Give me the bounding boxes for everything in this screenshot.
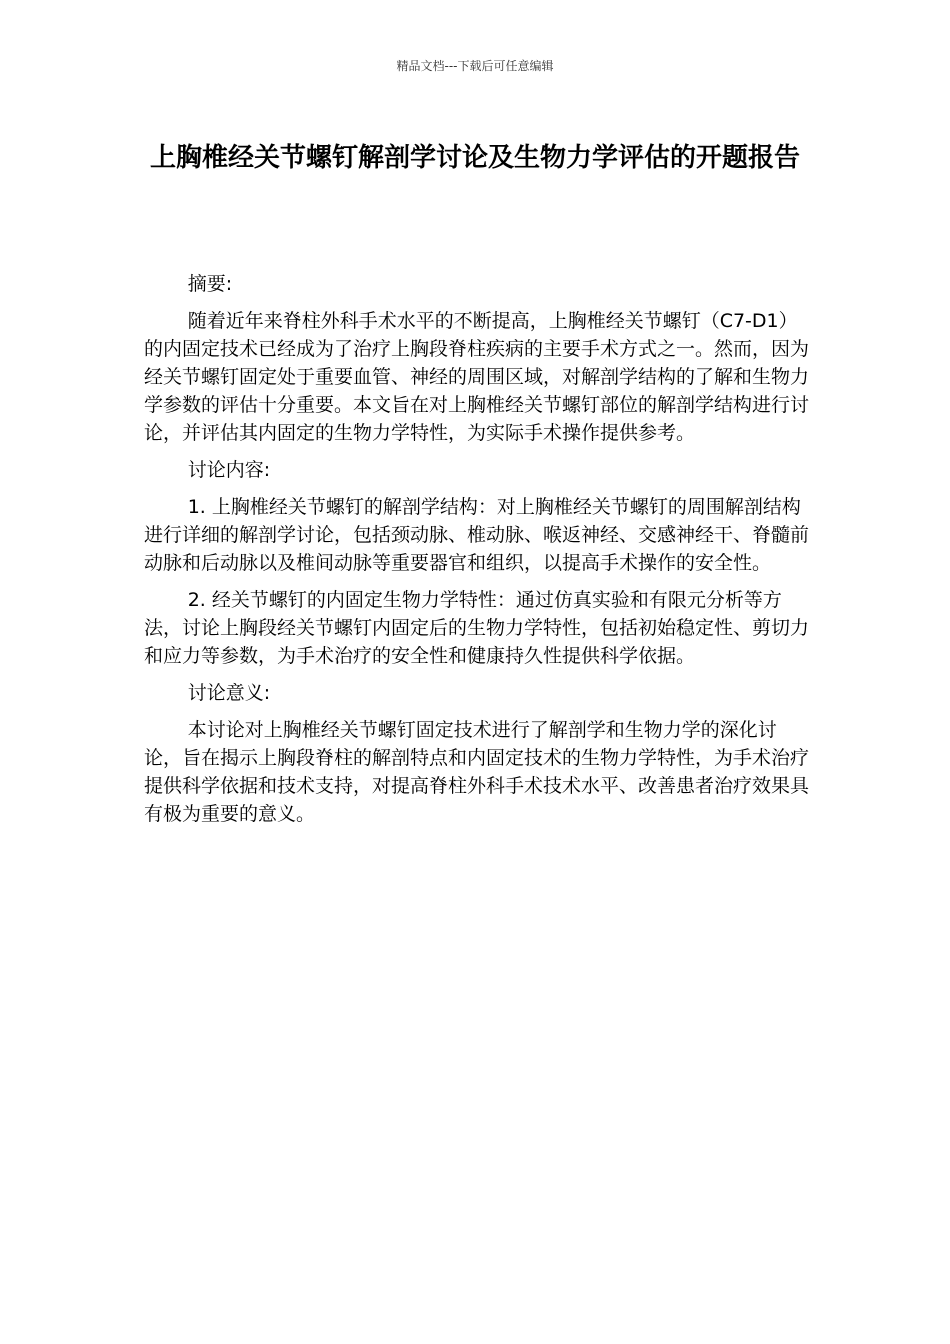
significance-heading: 讨论意义:	[187, 682, 271, 704]
abstract-heading: 摘要:	[187, 273, 233, 295]
document-title: 上胸椎经关节螺钉解剖学讨论及生物力学评估的开题报告	[149, 143, 800, 173]
discussion-item-2: 2. 经关节螺钉的内固定生物力学特性：通过仿真实验和有限元分析等方法，讨论上胸段经关节螺钉内固定后的生物力学特性，包括初始稳定性、剪切力和应力等参数，为手术治疗的安全性和健康持久性提供科学依据。	[144, 589, 810, 667]
discussion-content-heading: 讨论内容:	[187, 459, 271, 481]
document-body	[144, 270, 810, 837]
discussion-item-1: 1. 上胸椎经关节螺钉的解剖学结构：对上胸椎经关节螺钉的周围解剖结构进行详细的解剖学讨论，包括颈动脉、椎动脉、喉返神经、交感神经干、脊髓前动脉和后动脉以及椎间动脉等重要器官和组织，以提高手术操作的安全性。	[144, 496, 810, 574]
significance-paragraph: 本讨论对上胸椎经关节螺钉固定技术进行了解剖学和生物力学的深化讨论，旨在揭示上胸段脊柱的解剖特点和内固定技术的生物力学特性，为手术治疗提供科学依据和技术支持，对提高脊柱外科手术技术水平、改善患者治疗效果具有极为重要的意义。	[144, 719, 810, 825]
header-note: 精品文档---下载后可任意编辑	[396, 59, 554, 73]
abstract-paragraph: 随着近年来脊柱外科手术水平的不断提高，上胸椎经关节螺钉（C7-D1）的内固定技术已经成为了治疗上胸段脊柱疾病的主要手术方式之一。然而，因为经关节螺钉固定处于重要血管、神经的周围区域，对解剖学结构的了解和生物力学参数的评估十分重要。本文旨在对上胸椎经关节螺钉部位的解剖学结构进行讨论，并评估其内固定的生物力学特性，为实际手术操作提供参考。	[144, 310, 810, 444]
